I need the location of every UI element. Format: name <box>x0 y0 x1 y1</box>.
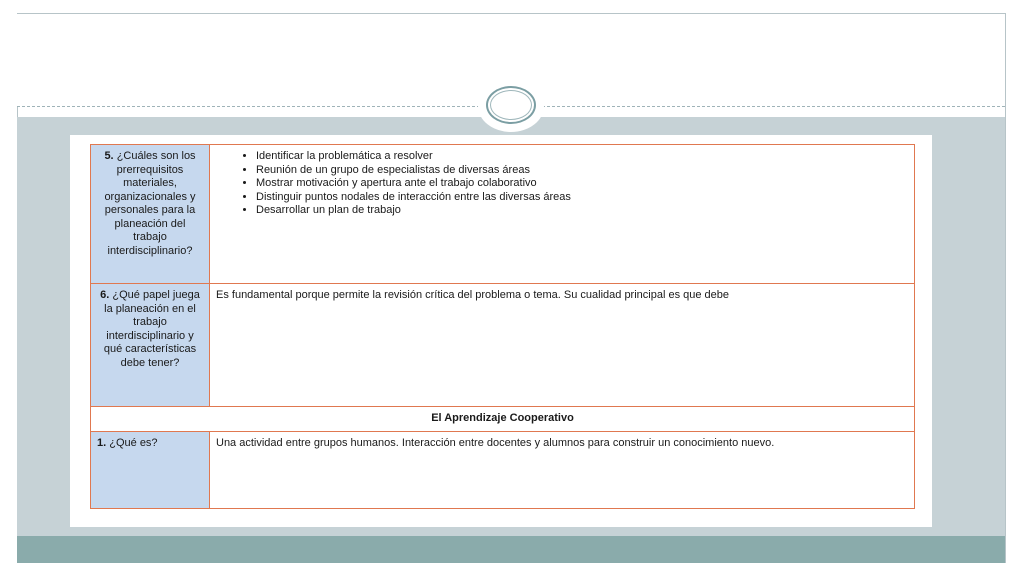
question-label: ¿Qué papel juega la planeación en el trabajo interdisciplinario y qué características debe tener? <box>103 289 200 369</box>
qa-table <box>90 144 915 509</box>
question-number: 6. <box>100 289 110 301</box>
bullet-item: • Desarrollar un plan de trabajo <box>256 204 908 218</box>
question-number: 1. <box>97 436 107 449</box>
slide-footer-band <box>17 536 1005 563</box>
question-cell <box>91 284 210 407</box>
table-row <box>91 284 915 407</box>
bullet-item: • Mostrar motivación y apertura ante el trabajo colaborativo <box>256 177 908 191</box>
table-section-row <box>91 407 915 432</box>
bullet-item: • Reunión de un grupo de especialistas de diversas áreas <box>256 164 908 178</box>
question-cell <box>91 145 210 284</box>
answer-bullet-list <box>216 150 908 218</box>
answer-cell <box>210 145 915 284</box>
table-row <box>91 145 915 284</box>
question-cell <box>91 431 210 508</box>
question-label: ¿Cuáles son los prerrequisitos materiales, organizacionales y personales para la planeación del trabajo interdisciplinario? <box>104 150 196 257</box>
answer-text: Es fundamental porque permite la revisión crítica del problema o tema. Su cualidad principal es que debe <box>216 289 730 301</box>
answer-cell <box>210 431 915 508</box>
question-text <box>97 289 203 370</box>
question-number: 5. <box>104 150 114 162</box>
answer-text: Una actividad entre grupos humanos. Interacción entre docentes y alumnos para construir un conocimiento nuevo. <box>216 436 775 449</box>
bullet-item: • Distinguir puntos nodales de interacción entre las diversas áreas <box>256 191 908 205</box>
ring-ornament-inner <box>490 90 532 120</box>
bullet-item: • Identificar la problemática a resolver <box>256 150 908 164</box>
section-title: El Aprendizaje Cooperativo <box>91 407 915 432</box>
question-label: ¿Qué es? <box>109 436 158 449</box>
table-row <box>91 431 915 508</box>
answer-cell <box>210 284 915 407</box>
question-text <box>97 150 203 258</box>
